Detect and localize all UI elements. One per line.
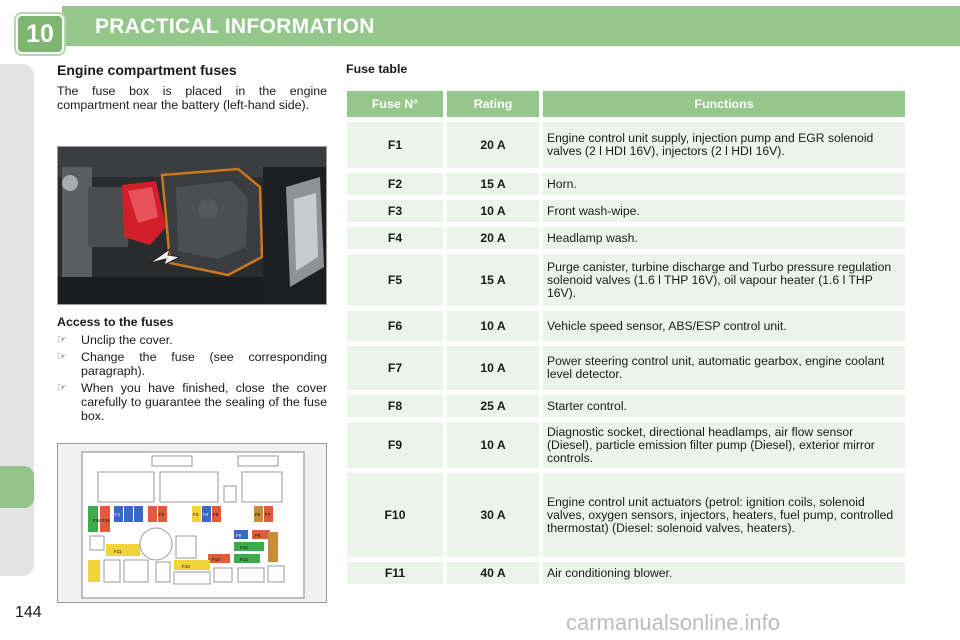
fuse-id: F9 [347,422,443,468]
fuse-label: F15 [102,518,110,523]
fuse-id: F2 [347,173,443,195]
fuse-function: Horn. [543,173,905,195]
fuse-id: F4 [347,227,443,249]
table-row [347,227,905,249]
fuse-function: Diagnostic socket, directional headlamps, air flow sensor (Diesel), particle emission filter pump (Diesel), exterior mirror controls. [543,422,905,468]
fuse-label: F10 [182,564,190,569]
fuse-table [343,86,909,589]
table-row [347,200,905,222]
fuse-rating: 25 A [447,395,539,417]
fuse-box-diagram-svg [58,444,327,603]
fuse-label: F3 [193,512,199,517]
list-item: ☞ Change the fuse (see corresponding paragraph). [57,350,327,378]
fuse-rating: 10 A [447,346,539,390]
fuse-id: F7 [347,346,443,390]
chapter-badge [16,14,64,54]
fuse-function: Headlamp wash. [543,227,905,249]
table-row [347,122,905,168]
page-number: 144 [15,604,42,621]
page-title: PRACTICAL INFORMATION [95,15,375,38]
table-row [347,346,905,390]
pointing-hand-icon: ☞ [57,334,67,346]
fuse-function: Front wash-wipe. [543,200,905,222]
fuse-id: F6 [347,311,443,341]
fuse-label: F8 [255,533,261,538]
fuse-rating: 40 A [447,562,539,584]
column-header-rating: Rating [447,91,539,117]
table-row [347,422,905,468]
fuse-rating: 10 A [447,422,539,468]
fuse-function: Power steering control unit, automatic gearbox, engine coolant level detector. [543,346,905,390]
list-item: ☞ When you have finished, close the cover carefully to guarantee the sealing of the fuse box. [57,381,327,423]
column-header-functions: Functions [543,91,905,117]
fuse-label: F13 [212,557,220,562]
access-steps-list [57,333,327,426]
fuse-id: F1 [347,122,443,168]
fuse-label: F5 [213,512,219,517]
fuse-rating: 10 A [447,200,539,222]
section-title: Engine compartment fuses [57,62,237,78]
fuse-rating: 15 A [447,254,539,306]
fuse-label: F6 [255,512,261,517]
fuse-box-diagram [57,443,327,603]
fuse-label: F14 [240,557,248,562]
fuse-rating: 30 A [447,473,539,557]
table-row [347,473,905,557]
pointing-hand-icon: ☞ [57,351,67,363]
fuse-id: F10 [347,473,443,557]
table-row [347,254,905,306]
fuse-function: Purge canister, turbine discharge and Turbo pressure regulation solenoid valves (1.6 l THP 16V), oil vapour heater (1.6 l THP 16V). [543,254,905,306]
table-row [347,562,905,584]
fuse-label: F7 [265,512,271,517]
fuse-rating: 10 A [447,311,539,341]
fuse-function: Vehicle speed sensor, ABS/ESP control unit. [543,311,905,341]
fuse-label: F16 [93,518,101,523]
list-item: ☞ Unclip the cover. [57,333,173,347]
fuse-function: Air conditioning blower. [543,562,905,584]
table-row [347,173,905,195]
fuse-label: F4 [203,512,209,517]
fuse-id: F5 [347,254,443,306]
chapter-side-tab[interactable] [0,466,34,508]
fuse-rating: 20 A [447,122,539,168]
table-row [347,311,905,341]
watermark: carmanualsonline.info [566,610,781,635]
fuse-label: F11 [114,549,122,554]
column-header-fuse: Fuse N° [347,91,443,117]
fuse-id: F3 [347,200,443,222]
intro-paragraph: The fuse box is placed in the engine compartment near the battery (left-hand side). [57,84,327,112]
fuse-function: Starter control. [543,395,905,417]
fuse-label: F9 [236,533,242,538]
fuse-function: Engine control unit actuators (petrol: ignition coils, solenoid valves, oxygen sensors, injectors, heaters, fuel pump, controlled thermostat) (Diesel: solenoid valves, heaters). [543,473,905,557]
engine-photo-illustration [58,147,327,305]
fuse-label: F2 [159,512,165,517]
fuse-id: F11 [347,562,443,584]
chapter-number: 10 [26,19,54,48]
fuse-rating: 20 A [447,227,539,249]
fuse-table-title: Fuse table [346,62,408,76]
fuse-function: Engine control unit supply, injection pump and EGR solenoid valves (2 l HDI 16V), injectors (2 l HDI 16V). [543,122,905,168]
pointing-hand-icon: ☞ [57,382,67,394]
access-title: Access to the fuses [57,315,174,329]
table-row [347,395,905,417]
table-header-row [347,91,905,117]
engine-compartment-photo [57,146,327,305]
fuse-label: F1 [115,512,121,517]
fuse-rating: 15 A [447,173,539,195]
fuse-id: F8 [347,395,443,417]
fuse-label: F12 [240,545,248,550]
